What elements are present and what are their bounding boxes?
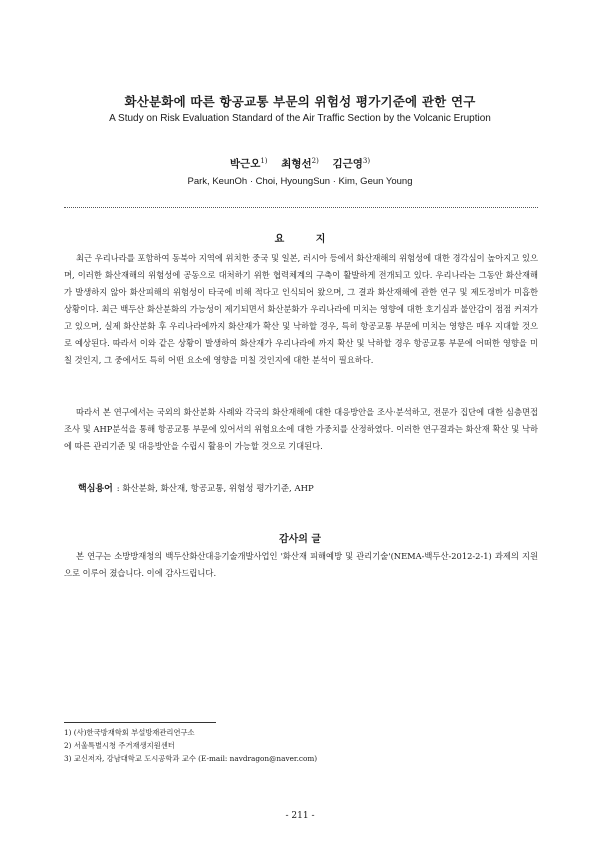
footnote-3: 3) 교신저자, 강남대학교 도시공학과 교수 (E-mail: navdragon@naver.com) <box>64 754 318 763</box>
footnotes <box>64 726 538 765</box>
acknowledgement-text: 본 연구는 소방방재청의 백두산화산대응기술개발사업인 '화산재 피해예방 및 관리기술'(NEMA-백두산-2012-2-1) 과제의 지원으로 이루어 졌습니다. 이에 감사드립니다. <box>64 551 538 578</box>
authors-korean <box>60 156 540 171</box>
page-number: - 211 - <box>285 811 315 821</box>
abstract-paragraph-1: 최근 우리나라를 포함하여 동북아 지역에 위치한 중국 및 일본, 러시아 등에서 화산재해의 위험성에 대한 경각심이 높아지고 있으며, 이러한 화산재해의 위험성에 공동으로 대처하기 위한 협력체계의 구축이 활발하게 전개되고 있다. 우리나라는 그동안 화산재해가 발생하지 않아 화산피해의 위험성이 타국에 비해 적다고 인식되어 왔으며, 그 결과 화산재해에 관한 연구 및 제도정비가 미흡한 상황이다. 최근 백두산 화산분화의 가능성이 제기되면서 화산분화가 우리나라에 미치는 영향에 대한 호기심과 불안감이 점점 커져가고 있으며, 실제 화산분화 후 우리나라에까지 화산재가 확산 및 낙하할 경우, 특히 항공교통 부문에 미치는 영향은 매우 지대할 것으로 예상된다. 따라서 이와 같은 상황이 발생하여 화산재가 우리나라에 까지 확산 및 낙하할 경우 항공교통 부문에 어떠한 영향을 미칠 것인지, 그 중에서도 특히 어떤 요소에 영향을 미칠 것인지에 대한 분석이 필요하다. <box>64 253 538 365</box>
title-korean: 화산분화에 따른 항공교통 부문의 위험성 평가기준에 관한 연구 <box>124 94 476 109</box>
author-2-mark: 2) <box>311 157 319 165</box>
author-3-mark: 3) <box>362 157 371 165</box>
author-1-mark: 1) <box>260 157 268 165</box>
abstract-heading: 요 지 <box>274 234 340 245</box>
author-3 <box>332 158 370 170</box>
author-3-name: 김근영 <box>332 158 363 170</box>
acknowledgement-heading: 감사의 글 <box>278 534 322 545</box>
footnote-2: 2) 서울특별시청 주거재생지원센터 <box>64 741 175 750</box>
author-1-name: 박근오 <box>229 158 261 170</box>
title-english: A Study on Risk Evaluation Standard of the Air Traffic Section by the Volcanic Eruption <box>109 113 491 124</box>
abstract-paragraph-2: 따라서 본 연구에서는 국외의 화산분화 사례와 각국의 화산재해에 대한 대응방안을 조사·분석하고, 전문가 집단에 대한 심층면접 조사 및 AHP분석을 통해 항공교통 부문에 있어서의 위험요소에 대한 가중치를 산정하였다. 이러한 연구결과는 화산재 확산 및 낙하에 따른 관리기준 및 대응방안을 수립시 활용이 가능할 것으로 기대된다. <box>64 407 538 451</box>
footnote-rule <box>64 722 216 723</box>
dotted-divider <box>64 207 538 208</box>
keywords-label: 핵심용어 <box>78 484 113 494</box>
keywords <box>78 481 314 494</box>
authors-english: Park, KeunOh · Choi, HyoungSun · Kim, Geun Young <box>187 176 413 187</box>
author-2-name: 최형선 <box>281 158 312 170</box>
author-2 <box>281 158 319 170</box>
footnote-1: 1) (사)한국방재학회 부설방재관리연구소 <box>64 728 195 737</box>
author-1 <box>230 158 268 170</box>
keywords-text: : 화산분화, 화산재, 항공교통, 위험성 평가기준, AHP <box>116 484 314 494</box>
